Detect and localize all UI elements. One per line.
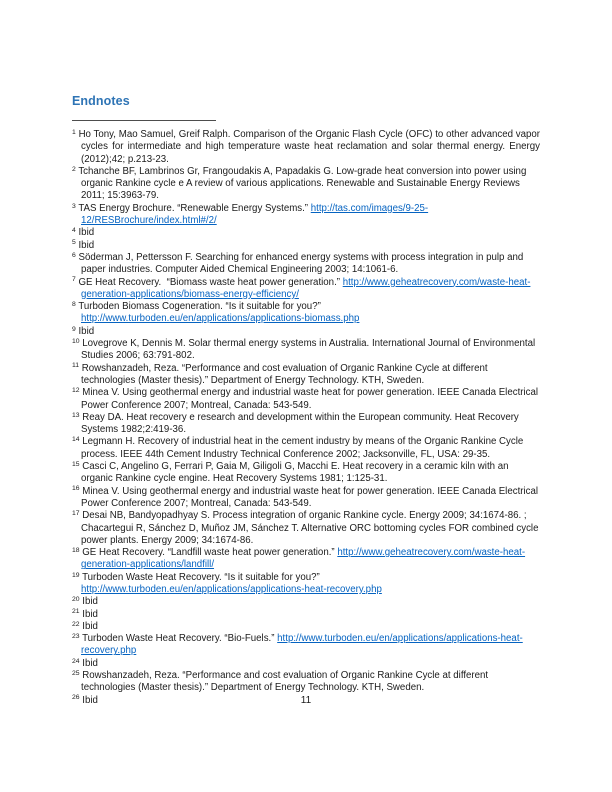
endnote-text: Ibid [78,325,95,337]
endnote-number: 10 [72,337,80,345]
endnote [72,510,540,547]
endnote [72,572,540,597]
endnote [72,240,540,252]
endnote-text: Turboden Biomass Cogeneration. “Is it suitable for you?” [78,301,321,313]
endnote-link[interactable]: http://www.geheatrecovery.com/waste-heat-generation-applications/landfill/ [81,547,526,571]
endnote [72,670,540,695]
endnote [72,633,540,658]
endnote-text: Ho Tony, Mao Samuel, Greif Ralph. Comparison of the Organic Flash Cycle (OFC) to other advanced vapor cycles for intermediate and high temperature waste heat reclamation and solar thermal energy. Energy (2012);42; p.213-23. [78,129,540,165]
endnote [72,486,540,511]
endnote-text: Turboden Waste Heat Recovery. “Is it suitable for you?” [82,571,320,583]
endnote-text: Söderman J, Pettersson F. Searching for enhanced energy systems with process integration in pulp and paper industries. Computer Aided Chemical Engineering 2003; 14:1061-6. [78,251,524,276]
endnote-text: Desai NB, Bandyopadhyay S. Process integration of organic Rankine cycle. Energy 2009; 34:1674-86. ; Chacartegui R, Sánchez D, Muñoz JM, Sánchez T. Alternative ORC bottoming cycles FOR combined cycle power plants. Energy 2009; 34:1674-86. [81,510,539,546]
page-number: 11 [300,695,312,706]
endnote-number: 17 [72,510,80,518]
endnote [72,277,540,302]
endnote [72,252,540,277]
endnote [72,203,540,228]
endnote-text: Ibid [78,239,95,251]
endnote-text: Casci C, Angelino G, Ferrari P, Gaia M, Giligoli G, Macchi E. Heat recovery in a ceramic kiln with an organic Rankine cycle engine. Heat Recovery Systems 1981; 1:125-31. [81,461,509,485]
endnote-number: 11 [72,362,80,370]
endnotes-list [72,129,540,707]
endnote-text: Minea V. Using geothermal energy and industrial waste heat for power generation. IEEE Canada Electrical Power Conference 2007; Montreal, Canada: 543-549. [81,485,539,509]
endnote-link[interactable]: http://tas.com/images/9-25-12/RESBrochure/index.html#/2/ [81,202,429,227]
footnote-separator-line [72,120,216,121]
endnote-link[interactable]: http://www.turboden.eu/en/applications/applications-heat-recovery.php [81,583,382,595]
endnote-number: 16 [72,485,80,493]
endnote [72,596,540,608]
endnote-number: 14 [72,436,80,444]
endnote-number: 8 [72,300,76,308]
endnote-number: 21 [72,608,80,616]
endnote-number: 15 [72,460,80,468]
endnote-text: TAS Energy Brochure. “Renewable Energy Systems.” [78,202,311,214]
endnote [72,387,540,412]
endnote-number: 18 [72,546,80,554]
endnote [72,338,540,363]
endnote-text: Legmann H. Recovery of industrial heat in the cement industry by means of the Organic Rankine Cycle process. IEEE 44th Cement Industry Technical Conference 2002; Jacksonville, FL, USA: 29-35. [81,436,524,460]
endnote-number: 25 [72,669,80,677]
endnote-text: Ibid [78,227,95,239]
page-title: Endnotes [72,94,130,108]
endnote-link[interactable]: http://www.geheatrecovery.com/waste-heat-generation-applications/biomass-energy-efficiency/ [81,276,531,300]
endnote-text: Reay DA. Heat recovery e research and development within the European community. Heat Recovery Systems 1982;2:419-36. [81,411,519,436]
endnote [72,412,540,437]
endnote [72,436,540,461]
endnote-text: Tchanche BF, Lambrinos Gr, Frangoudakis A, Papadakis G. Low-grade heat conversion into power using organic Rankine cycle e A review of various applications. Renewable and Sustainable Energy Reviews 2011; 15:3963-79. [78,165,527,202]
endnote-text: Minea V. Using geothermal energy and industrial waste heat for power generation. IEEE Canada Electrical Power Conference 2007; Montreal, Canada: 543-549. [81,387,539,411]
endnote [72,166,540,203]
endnote-text: Lovegrove K, Dennis M. Solar thermal energy systems in Australia. International Journal of Environmental Studies 2006; 63:791-802. [81,338,536,362]
endnote [72,363,540,388]
endnote [72,547,540,572]
endnote-number: 19 [72,571,80,579]
endnote-text: Rowshanzadeh, Reza. “Performance and cost evaluation of Organic Rankine Cycle at different technologies (Master thesis).” Department of Energy Technology. KTH, Sweden. [81,362,488,386]
endnote-link[interactable]: http://www.turboden.eu/en/applications/applications-biomass.php [81,313,360,325]
endnote-text: Ibid [82,596,98,608]
endnote-number: 6 [72,251,76,259]
endnote [72,227,540,239]
endnote-number: 9 [72,325,76,333]
endnote-text: GE Heat Recovery. “Landfill waste heat power generation.” [82,547,338,559]
endnote [72,129,540,166]
endnote-number: 24 [72,657,80,665]
endnote-number: 26 [72,694,80,702]
endnote-number: 12 [72,387,80,395]
endnote-number: 2 [72,165,76,173]
endnote-text: Ibid [82,657,98,669]
endnote-number: 3 [72,202,76,210]
endnote-number: 4 [72,227,76,235]
endnote-text: Ibid [82,694,98,706]
endnote [72,326,540,338]
endnote [72,609,540,621]
endnote-number: 23 [72,632,80,640]
endnote-number: 5 [72,239,76,247]
endnote [72,621,540,633]
endnote-text: GE Heat Recovery. “Biomass waste heat power generation.” [78,276,343,288]
endnote-number: 7 [72,276,76,284]
endnote-text: Rowshanzadeh, Reza. “Performance and cost evaluation of Organic Rankine Cycle at different technologies (Master thesis).” Department of Energy Technology. KTH, Sweden. [81,670,489,694]
endnote-number: 20 [72,596,80,604]
endnote-number: 13 [72,411,80,419]
endnote-text: Ibid [82,608,98,620]
endnote-text: Turboden Waste Heat Recovery. “Bio-Fuels.” [82,633,278,645]
endnote-number: 1 [72,128,76,136]
endnote [72,461,540,486]
endnote [72,658,540,670]
endnote-text: Ibid [82,620,98,632]
endnote-link[interactable]: http://www.turboden.eu/en/applications/applications-heat-recovery.php [81,633,523,657]
endnote [72,301,540,326]
endnote-number: 22 [72,620,80,628]
